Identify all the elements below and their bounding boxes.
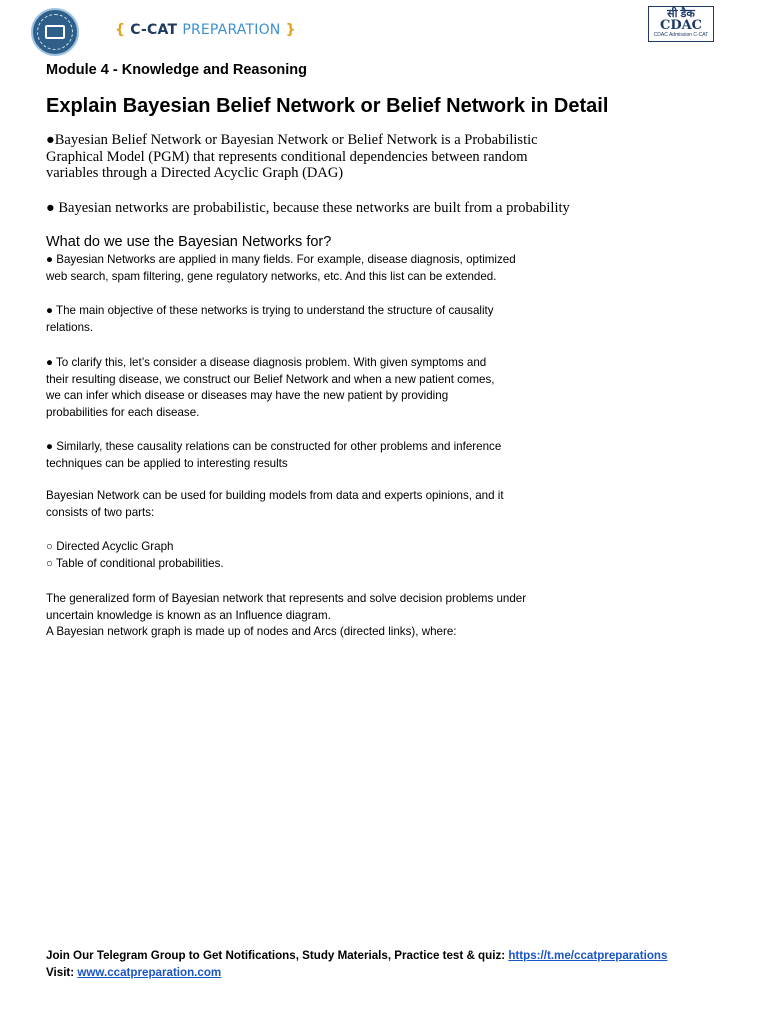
brand-name: C-CAT: [130, 22, 178, 38]
text-line: ● Similarly, these causality relations can be constructed for other problems and inference: [46, 440, 502, 453]
text-line: ● Bayesian Networks are applied in many fields. For example, disease diagnosis, optimized: [46, 253, 516, 266]
telegram-line: [46, 947, 667, 964]
bullet-2: [46, 303, 494, 336]
list-item: ○ Table of conditional probabilities.: [46, 556, 224, 570]
text-line: ● To clarify this, let’s consider a disease diagnosis problem. With given symptoms and: [46, 356, 487, 369]
cdac-logo: [648, 6, 714, 42]
visit-label: Visit:: [46, 966, 78, 979]
section-heading: What do we use the Bayesian Networks for?: [46, 234, 332, 250]
text-line: variables through a Directed Acyclic Graph (DAG): [46, 165, 344, 181]
text-line: Bayesian Network can be used for building models from data and experts opinions, and it: [46, 489, 504, 502]
text-line: we can infer which disease or diseases may have the new patient by providing: [46, 389, 449, 402]
telegram-label: Join Our Telegram Group to Get Notifications, Study Materials, Practice test & quiz:: [46, 949, 509, 962]
text-line: The generalized form of Bayesian network that represents and solve decision problems under: [46, 592, 527, 605]
text-line: ● The main objective of these networks is trying to understand the structure of causality: [46, 304, 494, 317]
list-item: ○ Directed Acyclic Graph: [46, 540, 174, 553]
text-line: techniques can be applied to interesting results: [46, 456, 288, 470]
cdac-logo-caption: CDAC Admission C-CAT: [653, 32, 709, 38]
brand-brace-open: {: [115, 22, 126, 38]
bullet-4: [46, 439, 501, 472]
text-line: probabilities for each disease.: [46, 405, 200, 419]
bullet-3: [46, 355, 495, 421]
parts-intro: [46, 488, 504, 521]
intro-paragraph-1: [46, 132, 538, 182]
page-header: [0, 0, 768, 56]
page-title: Explain Bayesian Belief Network or Belief Network in Detail: [46, 95, 609, 117]
text-line: relations.: [46, 320, 94, 334]
telegram-link[interactable]: https://t.me/ccatpreparations: [508, 949, 668, 962]
closing-paragraph: [46, 591, 526, 641]
bullet-1: [46, 252, 516, 285]
brand-wordmark: [115, 22, 296, 38]
ccat-logo-icon: [31, 8, 79, 56]
text-line: their resulting disease, we construct our Belief Network and when a new patient comes,: [46, 372, 495, 386]
brand-brace-close: }: [285, 22, 296, 38]
text-line: web search, spam filtering, gene regulatory networks, etc. And this list can be extended.: [46, 269, 497, 283]
text-line: consists of two parts:: [46, 505, 155, 519]
text-line: Graphical Model (PGM) that represents conditional dependencies between random: [46, 148, 528, 165]
visit-line: [46, 964, 667, 981]
intro-paragraph-2: ● Bayesian networks are probabilistic, because these networks are built from a probability: [46, 200, 570, 216]
page-footer: [46, 947, 667, 981]
cdac-logo-hindi: सी डैक: [667, 8, 695, 20]
website-link[interactable]: www.ccatpreparation.com: [77, 966, 222, 979]
parts-list: [46, 539, 224, 572]
module-title: Module 4 - Knowledge and Reasoning: [46, 62, 308, 78]
text-line: A Bayesian network graph is made up of nodes and Arcs (directed links), where:: [46, 625, 457, 638]
monitor-icon: [45, 25, 65, 39]
brand-rest: PREPARATION: [182, 22, 281, 38]
text-line: uncertain knowledge is known as an Influence diagram.: [46, 608, 331, 622]
cdac-logo-text: CDAC: [659, 18, 703, 33]
text-line: ●Bayesian Belief Network or Bayesian Network or Belief Network is a Probabilistic: [46, 132, 538, 148]
